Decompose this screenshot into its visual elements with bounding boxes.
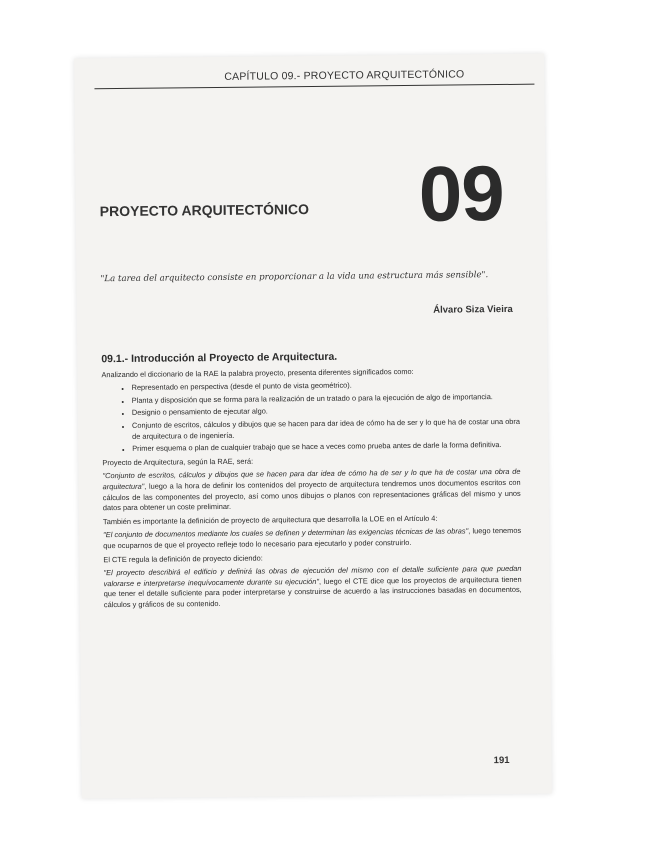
cte-text: , luego el CTE dice que los proyectos de arquitectura tienen que tener el detalle suficiente para poder interpretarse y construirse de acuerdo a las instrucciones basadas en documentos, cálculos y gráficos de su contenido. xyxy=(103,574,522,610)
cte-paragraph xyxy=(103,564,521,611)
section-intro: Analizando el diccionario de la RAE la palabra proyecto, presenta diferentes significados como: xyxy=(101,366,414,379)
rae-quote: "Conjunto de escritos, cálculos y dibujos que se hacen para dar idea de cómo ha de ser y lo que ha de costar una obra de arquitectura" xyxy=(102,467,521,492)
book-page xyxy=(74,54,552,799)
list-item: • Representado en perspectiva (desde el punto de vista geométrico). xyxy=(132,379,520,394)
list-item: • Planta y disposición que se forma para la realización de un tratado o para la ejecución de algo de importancia. xyxy=(132,392,520,407)
list-item: • Designio o pensamiento de ejecutar algo. xyxy=(132,404,520,419)
rae-intro: Proyecto de Arquitectura, según la RAE, será: xyxy=(102,456,254,467)
rae-paragraph xyxy=(102,467,520,514)
loe-intro: También es importante la definición de proyecto de arquitectura que desarrolla la LOE en el Artículo 4: xyxy=(102,513,438,526)
cte-intro: El CTE regula la definición de proyecto diciendo: xyxy=(103,553,263,564)
header-rule xyxy=(94,84,534,90)
loe-quote: "El conjunto de documentos mediante los cuales se definen y determinan las exigencias técnicas de las obras" xyxy=(103,526,469,540)
list-item: • Conjunto de escritos, cálculos y dibujos que se hacen para dar idea de cómo ha de ser y lo que ha de costar una obra de arquitectura o de ingeniería. xyxy=(132,417,520,442)
running-header: CAPÍTULO 09.- PROYECTO ARQUITECTÓNICO xyxy=(224,68,465,83)
section-heading: 09.1.- Introducción al Proyecto de Arquitectura. xyxy=(101,350,338,366)
rae-text: , luego a la hora de definir los contenidos del proyecto de arquitectura tendremos unos documentos escritos con cálculos de las componentes del proyecto, así como unos dibujos o planos con representaciones gráficas del mismo y unos datos para obtener un coste preliminar. xyxy=(102,477,521,513)
page-number: 191 xyxy=(493,754,510,767)
chapter-title: PROYECTO ARQUITECTÓNICO xyxy=(99,201,310,220)
definitions-list xyxy=(102,379,521,455)
loe-text: , luego tenemos que ocuparnos de que el proyecto refleje todo lo necesario para ejecutarlo y poder construirlo. xyxy=(103,526,522,551)
epigraph-quote: "La tarea del arquitecto consiste en proporcionar a la vida una estructura más sensible". xyxy=(100,270,489,285)
loe-paragraph xyxy=(103,526,521,552)
epigraph-author: Álvaro Siza Vieira xyxy=(433,303,513,316)
cte-quote: "El proyecto describirá el edificio y definirá las obras de ejecución del mismo con el detalle suficiente para que puedan valorarse e interpretarse inequívocamente durante su ejecución" xyxy=(103,563,522,588)
list-item: • Primer esquema o plan de cualquier trabajo que se hace a veces como prueba antes de darle la forma definitiva. xyxy=(132,440,520,455)
chapter-number: 09 xyxy=(418,148,505,238)
section-content xyxy=(101,350,522,614)
